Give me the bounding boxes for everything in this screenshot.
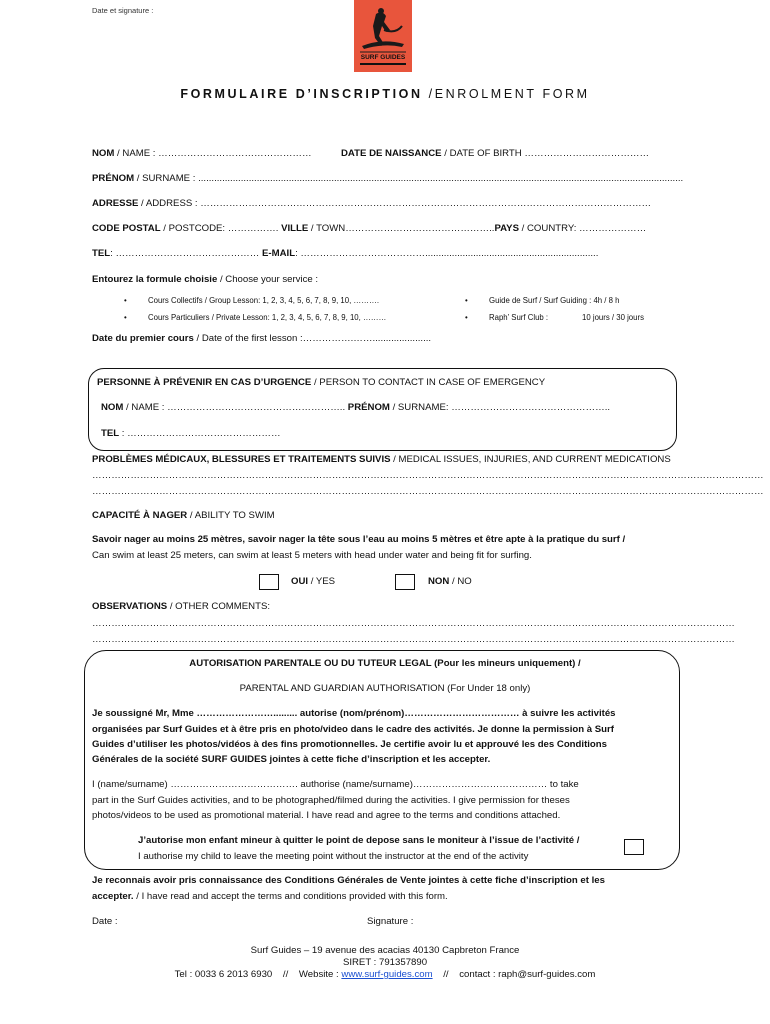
field-name-row[interactable] xyxy=(92,148,312,159)
swim-yes-checkbox[interactable] xyxy=(259,574,279,590)
swim-title-en: / ABILITY TO SWIM xyxy=(187,510,275,521)
parental-title-en: PARENTAL AND GUARDIAN AUTHORISATION (For Under 18 only) xyxy=(239,683,531,694)
non-text: NON xyxy=(428,576,450,587)
service-heading xyxy=(92,274,318,285)
date-field[interactable]: Date : xyxy=(92,916,118,927)
medical-line-2[interactable]: ………………………………………………………………………………………………………………………………………………………………………………………… xyxy=(92,486,764,497)
parental-en-line-2: part in the Surf Guides activities, and to be photographed/filmed during the activities. I give permission for theses xyxy=(92,795,570,806)
service-label: Entourez la formule choisie xyxy=(92,274,218,285)
observations-line-1[interactable]: ………………………………………………………………………………………………………………………………………………………………………………… xyxy=(92,618,735,629)
logo-text: SURF GUIDES xyxy=(360,54,406,61)
swim-title xyxy=(92,510,275,521)
swim-no-label xyxy=(428,576,472,587)
dob-label: DATE DE NAISSANCE xyxy=(341,148,442,159)
no-text: / NO xyxy=(449,576,472,587)
emergency-title-en: / PERSON TO CONTACT IN CASE OF EMERGENCY xyxy=(311,377,546,388)
field-dob-row[interactable] xyxy=(341,148,649,159)
service-guiding-label: Guide de Surf / Surf Guiding : 4h / 8 h xyxy=(489,296,620,305)
logo-underline xyxy=(360,63,406,65)
surfer-icon xyxy=(354,0,412,72)
surf-guides-logo xyxy=(354,0,412,72)
accept-line-2 xyxy=(92,891,448,902)
cp-label: CODE POSTAL xyxy=(92,223,161,234)
swim-requirement-en: Can swim at least 25 meters, can swim at least 5 meters with head under water and being fit for surfing. xyxy=(92,550,532,561)
ville-label: VILLE xyxy=(281,223,309,234)
prenom-label: PRÉNOM xyxy=(92,173,135,184)
service-club-label: Raph’ Surf Club : xyxy=(489,313,549,322)
email-line[interactable]: : …………………………………................................................................. xyxy=(295,248,599,259)
field-tel-row[interactable] xyxy=(92,248,678,259)
footer-tel: Tel : 0033 6 2013 6930 // Website : xyxy=(174,969,342,980)
swim-title-fr: CAPACITÉ À NAGER xyxy=(92,510,188,521)
form-title-en: /ENROLMENT FORM xyxy=(428,87,590,101)
nom-label: NOM xyxy=(92,148,115,159)
footer-contact-line xyxy=(0,969,770,980)
pays-label: PAYS xyxy=(494,223,519,234)
signature-field[interactable]: Signature : xyxy=(367,916,414,927)
parental-en-line-1: I (name/surname) …………………………………. authorise (name/surname)…………………………………… to take xyxy=(92,779,579,790)
emergency-prenom-line[interactable]: / SURNAME: ………………………………………….. xyxy=(389,402,611,413)
emergency-name-row[interactable] xyxy=(101,402,610,413)
parental-fr-line-1: Je soussigné Mr, Mme ……………………......... autorise (nom/prénom)……………………………… à suivre les activités xyxy=(92,708,616,719)
observations-title-en: / OTHER COMMENTS: xyxy=(167,601,271,612)
medical-line-1[interactable]: ………………………………………………………………………………………………………………………………………………………………………………………… xyxy=(92,470,764,481)
leave-alone-en: I authorise my child to leave the meeting point without the instructor at the end of the activity xyxy=(138,851,529,862)
first-lesson-line[interactable]: / Date of the first lesson :…………….……...................... xyxy=(193,333,432,344)
adresse-line[interactable]: / ADDRESS : …………………………………………………………………………………………………………………………… xyxy=(138,198,652,209)
service-sub: / Choose your service : xyxy=(217,274,319,285)
first-lesson-label: Date du premier cours xyxy=(92,333,194,344)
email-label: E-MAIL xyxy=(262,248,296,259)
emergency-prenom-label: PRÉNOM xyxy=(347,402,390,413)
nom-line[interactable]: / NAME : ………………………………………… xyxy=(114,148,312,159)
swim-no-checkbox[interactable] xyxy=(395,574,415,590)
emergency-title-fr: PERSONNE À PRÉVENIR EN CAS D’URGENCE xyxy=(97,377,312,388)
tel-label: TEL xyxy=(92,248,111,259)
observations-line-2[interactable]: ………………………………………………………………………………………………………………………………………………………………………………… xyxy=(92,634,735,645)
emergency-tel-line[interactable]: : ………………………………………… xyxy=(119,428,281,439)
emergency-title xyxy=(97,377,545,388)
yes-text: / YES xyxy=(308,576,336,587)
parental-fr-line-3: Guides d’utiliser les photos/vidéos à des fins promotionnelles. Je certifie avoir lu et approuvé les des Conditions xyxy=(92,739,607,750)
service-club-duration: 10 jours / 30 jours xyxy=(582,313,644,322)
field-surname-row[interactable] xyxy=(92,173,684,184)
medical-title-fr: PROBLÈMES MÉDICAUX, BLESSURES ET TRAITEMENTS SUIVIS xyxy=(92,454,391,465)
parental-fr-line-4: Générales de la société SURF GUIDES jointes à cette fiche d’inscription et les accepter. xyxy=(92,754,491,765)
emergency-tel-label: TEL xyxy=(101,428,120,439)
cp-line[interactable]: / POSTCODE: ……………. xyxy=(160,223,282,234)
accept-en: / I have read and accept the terms and conditions provided with this form. xyxy=(133,891,448,902)
parental-title-fr: AUTORISATION PARENTALE OU DU TUTEUR LEGAL (Pour les mineurs uniquement) / xyxy=(189,658,581,669)
date-signature-label: Date et signature : xyxy=(92,6,154,15)
observations-title xyxy=(92,601,270,612)
adresse-label: ADRESSE xyxy=(92,198,139,209)
emergency-nom-line[interactable]: / NAME : ……………………………………………….. xyxy=(123,402,348,413)
form-title xyxy=(0,87,770,101)
first-lesson-row[interactable] xyxy=(92,333,431,344)
footer-email: // contact : raph@surf-guides.com xyxy=(432,969,596,980)
field-postcode-row[interactable] xyxy=(92,223,646,234)
oui-text: OUI xyxy=(291,576,309,587)
service-private-label: Cours Particuliers / Private Lesson: 1, 2, 3, 4, 5, 6, 7, 8, 9, 10, ……… xyxy=(148,313,387,322)
ville-line[interactable]: / TOWN……………………………………….. xyxy=(308,223,495,234)
parental-en-line-3: photos/videos to be used as promotional material. I have read and agree to the terms and conditions attached. xyxy=(92,810,561,821)
parental-fr-line-2: organisées par Surf Guides et à être pris en photo/video dans le cadre des activités. Je donne la permission à Surf xyxy=(92,724,614,735)
emergency-tel-row[interactable] xyxy=(101,428,281,439)
swim-yes-label xyxy=(291,576,335,587)
emergency-nom-label: NOM xyxy=(101,402,124,413)
swim-requirement-fr: Savoir nager au moins 25 mètres, savoir nager la tête sous l’eau au moins 5 mètres et être apte à la pratique du surf / xyxy=(92,534,626,545)
service-group-label: Cours Collectifs / Group Lesson: 1, 2, 3, 4, 5, 6, 7, 8, 9, 10, ………. xyxy=(148,296,379,305)
medical-title-en: / MEDICAL ISSUES, INJURIES, AND CURRENT MEDICATIONS xyxy=(390,454,671,465)
accept-fr-line-1: Je reconnais avoir pris connaissance des Conditions Générales de Vente jointes à cette fiche d’inscription et les xyxy=(92,875,605,886)
footer-address: Surf Guides – 19 avenue des acacias 40130 Capbreton France xyxy=(250,945,520,956)
pays-line[interactable]: / COUNTRY: ………………… xyxy=(519,223,647,234)
footer-website-link[interactable]: www.surf-guides.com xyxy=(341,969,433,980)
dob-line[interactable]: / DATE OF BIRTH ………………………………… xyxy=(441,148,650,159)
tel-line[interactable]: : ……………………………………… xyxy=(110,248,263,259)
field-address-row[interactable] xyxy=(92,198,678,209)
footer-siret: SIRET : 791357890 xyxy=(342,957,428,968)
observations-title-fr: OBSERVATIONS xyxy=(92,601,168,612)
leave-alone-fr: J’autorise mon enfant mineur à quitter le point de depose sans le moniteur à l’issue de l’activité / xyxy=(138,835,580,846)
accept-fr-line-2: accepter. xyxy=(92,891,134,902)
medical-title xyxy=(92,454,671,465)
prenom-line[interactable]: / SURNAME : ...................................................................................................................................................................................... xyxy=(134,173,684,184)
form-title-fr: FORMULAIRE D’INSCRIPTION xyxy=(180,87,423,101)
leave-alone-checkbox[interactable] xyxy=(624,839,644,855)
